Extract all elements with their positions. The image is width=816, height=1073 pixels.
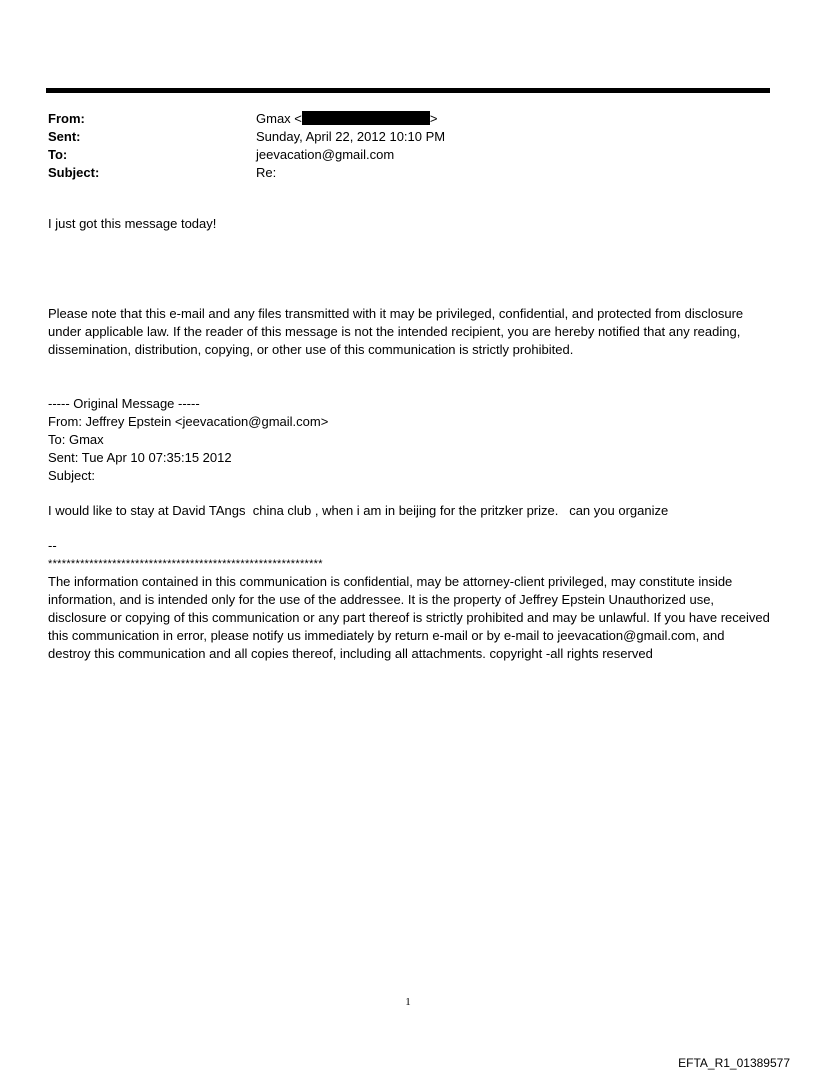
confidentiality-notice: The information contained in this communication is confidential, may be attorney-client privileged, may constitute inside information, and is intended only for the use of the addressee. It is the property of Jeffrey Epstein Unauthorized use, disclosure or copying of this communication or any part thereof is strictly prohibited and may be unlawful. If you have received this communication in error, please notify us immediately by return e-mail or by e-mail to jeevacation@gmail.com, and destroy this communication and all copies thereof, including all attachments. copyright -all rights reserved	[48, 574, 770, 661]
sent-row	[48, 128, 768, 146]
to-row	[48, 146, 768, 164]
signature-stars: ************************************************************	[48, 558, 323, 570]
from-label: From:	[48, 111, 85, 126]
to-label: To:	[48, 147, 68, 162]
original-from: From: Jeffrey Epstein <jeevacation@gmail.com>	[48, 414, 329, 429]
original-subject: Subject:	[48, 468, 95, 483]
from-value-prefix: Gmax <	[256, 111, 302, 126]
disclaimer-text: Please note that this e-mail and any files transmitted with it may be privileged, confidential, and protected from disclosure under applicable law. If the reader of this message is not the intended recipient, you are hereby notified that any reading, dissemination, distribution, copying, or other use of this communication is strictly prohibited.	[48, 306, 744, 357]
reply-message: I just got this message today!	[48, 216, 217, 231]
from-value	[256, 110, 437, 128]
header-divider	[46, 88, 770, 93]
redaction-block	[302, 111, 430, 125]
document-id: EFTA_R1_01389577	[678, 1056, 790, 1070]
original-sent: Sent: Tue Apr 10 07:35:15 2012	[48, 450, 232, 465]
original-message-header	[48, 395, 770, 485]
subject-row	[48, 164, 768, 182]
original-separator: ----- Original Message -----	[48, 396, 200, 411]
from-value-suffix: >	[429, 111, 438, 126]
original-to: To: Gmax	[48, 432, 104, 447]
subject-value: Re:	[256, 165, 277, 180]
sent-value: Sunday, April 22, 2012 10:10 PM	[256, 129, 446, 144]
to-value: jeevacation@gmail.com	[256, 147, 395, 162]
original-message-body: I would like to stay at David TAngs china club , when i am in beijing for the pritzker prize. can you organize	[48, 503, 669, 518]
signature-block	[48, 537, 770, 663]
email-header	[48, 110, 768, 182]
subject-label: Subject:	[48, 165, 100, 180]
sent-label: Sent:	[48, 129, 81, 144]
from-row	[48, 110, 768, 128]
page-number: 1	[405, 996, 411, 1008]
signature-dashes: --	[48, 538, 57, 553]
